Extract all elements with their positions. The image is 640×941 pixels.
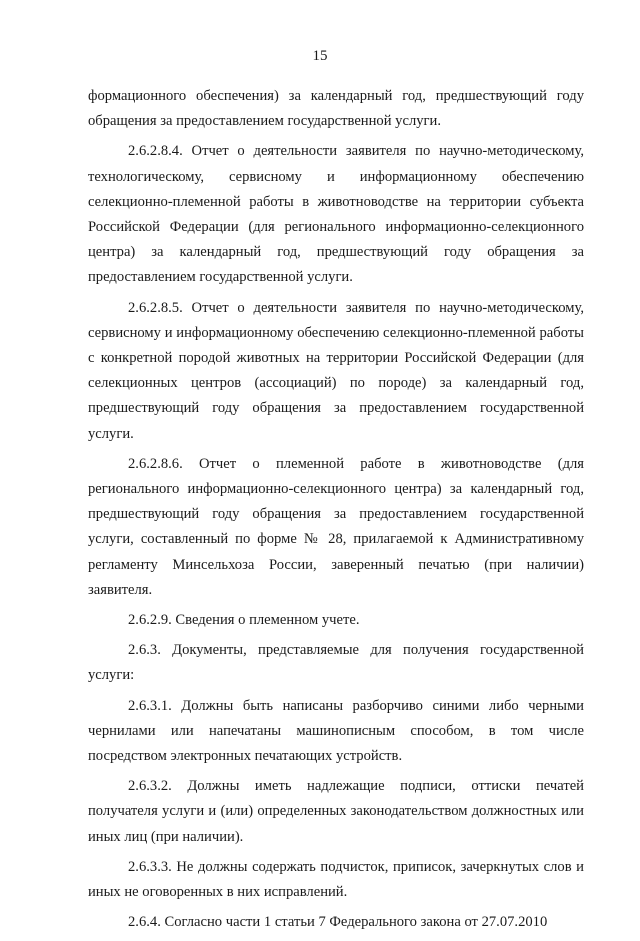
paragraph-2-6-2-8-6: 2.6.2.8.6. Отчет о племенной работе в животноводстве (для регионального информационно-селекционного центра) за календарный год, предшествующий году обращения за предоставлением государственной услуги, составленный по форме № 28, прилагаемой к Административному регламенту Минсельхоза России, заверенный печатью (при наличии) заявителя. (88, 455, 584, 598)
paragraph-2-6-3-1: 2.6.3.1. Должны быть написаны разборчиво синими либо черными чернилами или напечатаны машинописным способом, в том числе посредством электронных печатающих устройств. (88, 697, 584, 765)
page-number: 15 (312, 48, 328, 64)
paragraph-2-6-3: 2.6.3. Документы, представляемые для получения государственной услуги: (88, 642, 584, 684)
paragraph-2-6-4: 2.6.4. Согласно части 1 статьи 7 Федерального закона от 27.07.2010 (128, 914, 548, 931)
paragraph-continued: формационного обеспечения) за календарный год, предшествующий году обращения за предоставлением государственной услуги. (88, 88, 584, 130)
paragraph-2-6-2-8-4: 2.6.2.8.4. Отчет о деятельности заявителя по научно-методическому, технологическому, сервисному и информационному обеспечению селекционно-племенной работы в животноводстве на территории субъекта Российской Федерации (для регионального информационно-селекционного центра) за календарный год, предшествующий году обращения за предоставлением государственной услуги. (88, 143, 584, 286)
paragraph-2-6-3-2: 2.6.3.2. Должны иметь надлежащие подписи, оттиски печатей получателя услуги и (или) определенных законодательством должностных или иных лиц (при наличии). (88, 778, 584, 845)
paragraph-2-6-2-9: 2.6.2.9. Сведения о племенном учете. (128, 612, 360, 629)
paragraph-2-6-2-8-5: 2.6.2.8.5. Отчет о деятельности заявителя по научно-методическому, сервисному и информационному обеспечению селекционно-племенной работы с конкретной породой животных на территории Российской Федерации (для селекционных центров (ассоциаций) по породе) за календарный год, предшествующий году обращения за предоставлением государственной услуги. (88, 299, 584, 442)
paragraph-2-6-3-3: 2.6.3.3. Не должны содержать подчисток, приписок, зачеркнутых слов и иных не оговоренных в них исправлений. (88, 858, 584, 901)
body-text (88, 84, 584, 941)
